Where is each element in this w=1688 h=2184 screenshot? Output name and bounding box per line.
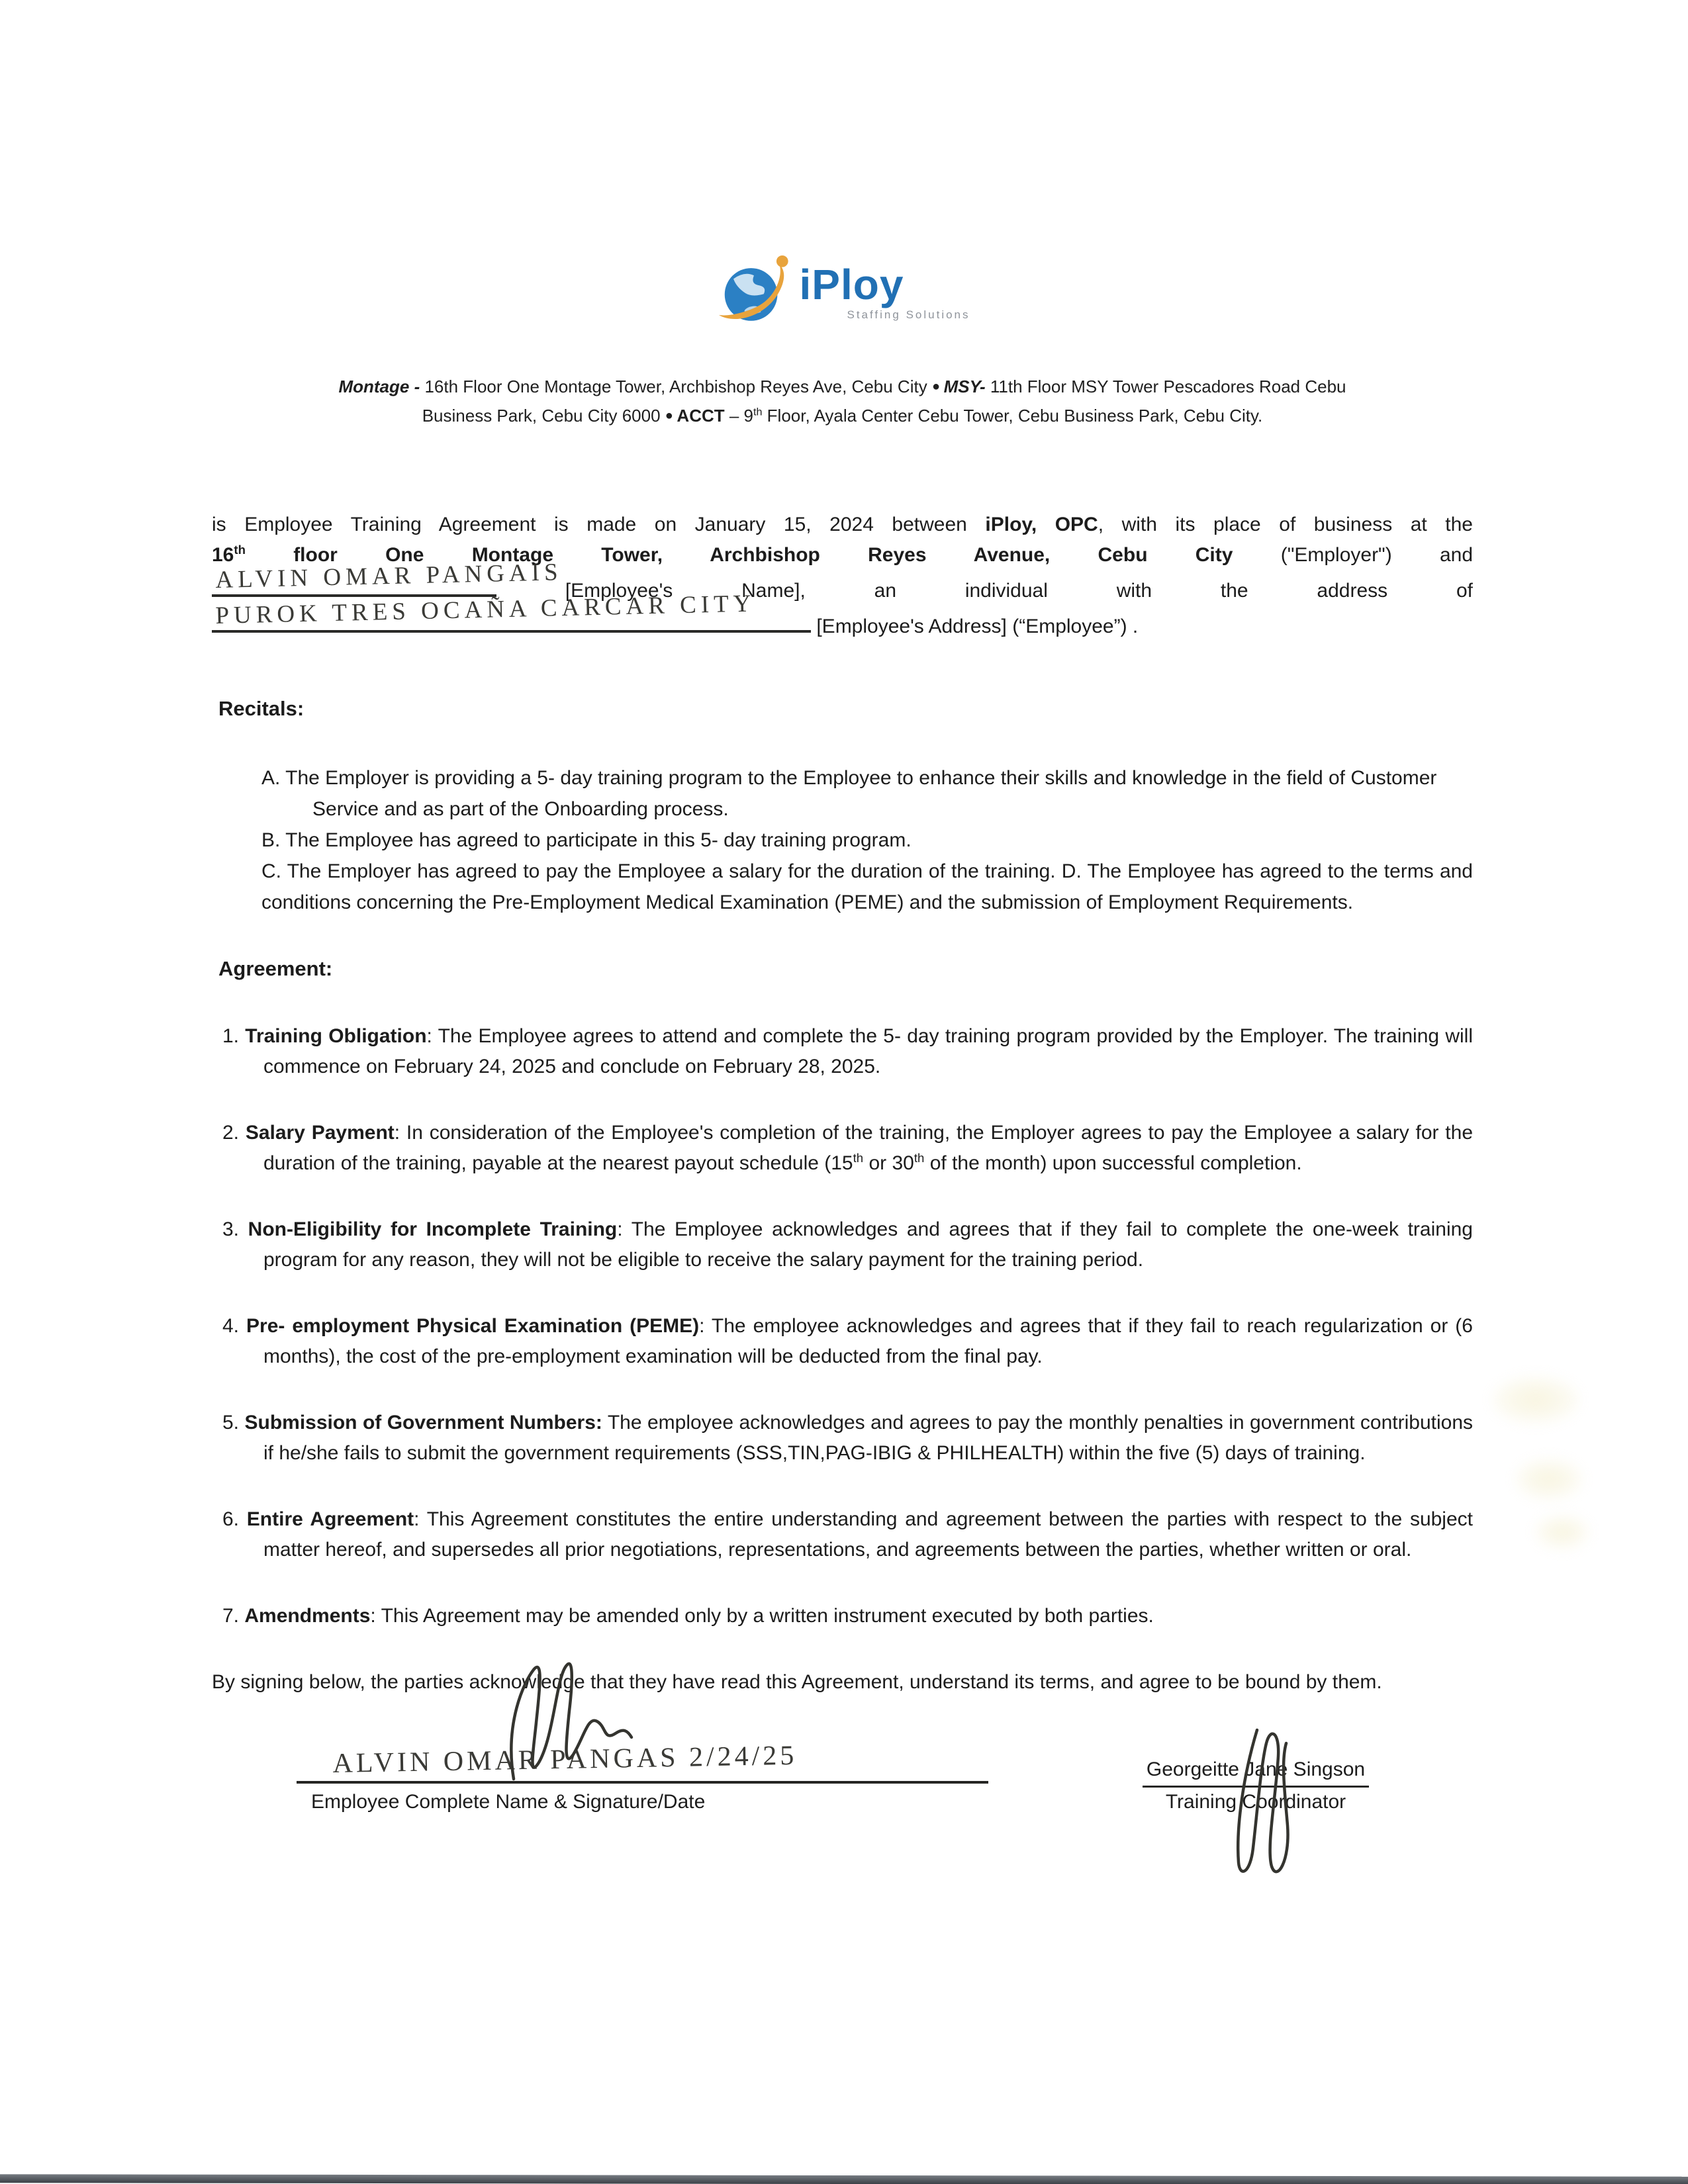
employee-name-blank [212,559,563,597]
closing-statement: By signing below, the parties acknowledge that they have read this Agreement, understand its terms, and agree to be bound by them. [212,1671,1382,1693]
employee-signature-handwriting: ALVIN OMAR PANGAS 2/24/25 [332,1740,798,1780]
scanner-edge-artifact [0,2174,1688,2184]
brand-name: iPloy [799,261,904,308]
agreement-items [212,1021,1473,1631]
employee-address-handwriting: PUROK TRES OCAÑA CARCAR CITY [215,590,756,630]
recital-a: A. The Employer is providing a 5- day training program to the Employee to enhance their skills and knowledge in the field of Customer Service and as part of the Onboarding process. [261,767,1437,820]
recitals-heading: Recitals: [218,697,305,720]
scan-smudge [1493,1377,1579,1423]
signature-block [212,1735,1473,1817]
agreement-item-6: 6. Entire Agreement: This Agreement constitutes the entire understanding and agreement between the parties with respect to the subject matter hereof, and supersedes all prior negotiations, representations, and agreements between the parties, whether written or oral. [222,1508,1473,1561]
employee-address-caption: [Employee's Address] (“Employee”) . [816,615,1139,637]
employee-name-handwriting: ALVIN OMAR PANGAIS [215,559,563,594]
agreement-item-2: 2. Salary Payment: In consideration of the Employee's completion of the training, the Employer agrees to pay the Employee a salary for the duration of the training, payable at the nearest payout schedule (15th or 30th of the month) upon successful completion. [222,1122,1474,1174]
coordinator-signature-area [1117,1755,1395,1817]
agreement-item-1: 1. Training Obligation: The Employee agrees to attend and complete the 5- day training program provided by the Employer. The training will commence on February 24, 2025 and conclude on February 28, 2025. [222,1025,1473,1077]
employee-address-blank [212,590,811,633]
scan-smudge [1516,1459,1582,1499]
agreement-item-3: 3. Non-Eligibility for Incomplete Training: The Employee acknowledges and agrees that if they fail to complete the one-week training program for any reason, they will not be eligible to receive the salary payment for the training period. [222,1218,1473,1271]
recital-c: C. The Employer has agreed to pay the Employee a salary for the duration of the training. D. The Employee has agreed to the terms and conditions concerning the Pre-Employment Medical Examination (PEME) and the submission of Employment Requirements. [261,860,1473,913]
employee-signature-scribble [495,1650,647,1789]
agreement-item-4: 4. Pre- employment Physical Examination (PEME): The employee acknowledges and agrees that if they fail to reach regularization or (6 months), the cost of the pre-employment examination will be deducted from the final pay. [222,1315,1473,1367]
brand-tagline: Staffing Solutions [847,308,970,321]
coordinator-name: Georgeitte Jane Singson [1143,1755,1369,1788]
employee-signature-area [297,1735,988,1817]
iploy-logo [212,246,1473,339]
recital-b: B. The Employee has agreed to participate in this 5- day training program. [261,829,912,851]
coordinator-title: Training Coordinator [1165,1791,1346,1813]
agreement-heading: Agreement: [218,957,333,980]
agreement-item-5: 5. Submission of Government Numbers: The employee acknowledges and agrees to pay the monthly penalties in government contributions if he/she fails to submit the government requirements (SSS,TIN,PAG-IBIG & PHILHEALTH) within the five (5) days of training. [222,1412,1473,1464]
intro-line-2: 16th floor One Montage Tower, Archbishop Reyes Avenue, Cebu City ("Employer") and [212,543,1474,566]
document-content [212,246,1473,1817]
globe-swoosh-icon [715,253,793,332]
coordinator-signature-scribble [1216,1721,1302,1886]
employee-signature-line [297,1735,988,1784]
logo-text [800,263,970,322]
agreement-item-7: 7. Amendments: This Agreement may be amended only by a written instrument executed by both parties. [222,1605,1154,1627]
intro-line-1: is Employee Training Agreement is made on January 15, 2024 between iPloy, OPC, with its place of business at the [212,514,1473,535]
recitals-list [212,762,1473,918]
employee-name-caption: [Employee's Name], an individual with the address of [565,580,1473,602]
letterhead [212,246,1473,430]
employee-signature-label: Employee Complete Name & Signature/Date [311,1791,706,1813]
office-addresses: Montage - 16th Floor One Montage Tower, Archbishop Reyes Ave, Cebu City ● MSY- 11th Floor MSY Tower Pescadores Road Cebu Business Park, Cebu City 6000 ● ACCT – 9th Floor, Ayala Center Cebu Tower, Cebu Business Park, Cebu City. [338,377,1346,426]
scan-smudge [1536,1516,1589,1549]
